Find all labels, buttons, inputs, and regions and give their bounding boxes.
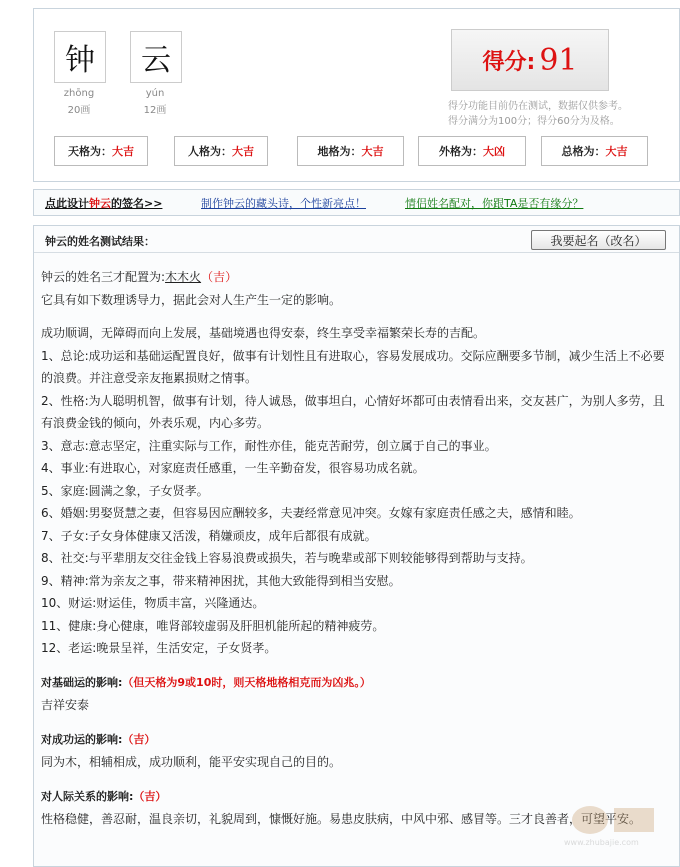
design-link-suffix: 的签名>> [111,197,163,210]
acrostic-poem-link[interactable]: 制作钟云的藏头诗，个性新亮点！ [201,197,366,210]
analysis-item: 7、子女:子女身体健康又活泼，稍嫌顽皮，成年后都很有成就。 [41,528,377,543]
success-fortune-heading [41,728,671,752]
success-fortune-title: 对成功运的影响: [41,732,123,746]
zong-grid-label: 总格为： [561,145,606,158]
score-note-testing: 得分功能目前仍在测试，数据仅供参考。 [448,101,628,112]
analysis-item: 4、事业:有进取心，对家庭责任感重，一生辛勤奋发，很容易功成名就。 [41,461,425,475]
surname-pinyin: zhōng [63,88,95,99]
design-link-name: 钟云 [89,197,111,210]
score-box [451,29,609,91]
watermark-text: www.zhubajie.com [564,838,639,847]
ren-grid-value: 大吉 [232,145,254,158]
base-fortune-text: 吉祥安泰 [41,698,90,712]
result-body [41,266,671,831]
success-fortune-text: 同为木，相辅相成，成功顺利，能平安实现自己的目的。 [41,755,342,769]
name-summary-panel [33,8,680,182]
tian-grid-badge [54,136,148,166]
analysis-item: 2、性格:为人聪明机智，做事有计划，待人诚恳，做事坦白，心情好坏都可由表情看出来，交友甚广，为别人多劳，且有浪费金钱的倾向，外表乐观，内心多劳。 [41,393,665,430]
wai-grid-badge [418,136,526,166]
base-fortune-tag: （但天格为9或10时，则天格地格相克而为凶兆。） [122,675,371,689]
sancai-prefix: 钟云的姓名三才配置为: [41,270,166,284]
influence-line: 它具有如下数理诱导力，据此会对人生产生一定的影响。 [41,292,342,307]
given-char-box: 云 [130,31,182,83]
sancai-tag: （吉） [201,270,238,284]
tian-grid-label: 天格为： [68,145,112,158]
result-divider [34,252,679,253]
design-link-prefix: 点此设计 [45,197,89,210]
di-grid-label: 地格为： [317,145,362,158]
given-pinyin: yún [145,88,165,99]
analysis-item: 6、婚姻:男娶贤慧之妻，但容易因应酬较多，夫妻经常意见冲突。女嫁有家庭责任感之夫，感情和睦。 [41,506,581,520]
test-result-panel [33,225,680,867]
social-tag: （吉） [133,789,167,803]
analysis-item: 5、家庭:圆满之象，子女贤孝。 [41,483,209,498]
base-fortune-heading [41,671,671,695]
social-text: 性格稳健，善忍耐，温良亲切，礼貌周到，慷慨好施。易患皮肤病，中风中邪、感冒等。三才良善者，可望平安。 [41,812,642,826]
zong-grid-value: 大吉 [605,145,628,158]
design-signature-link[interactable] [45,195,162,211]
wai-grid-value: 大凶 [483,145,505,158]
rename-button[interactable]: 我要起名（改名） [531,230,666,250]
site-watermark-logo [560,800,670,848]
ren-grid-badge [174,136,268,166]
score-note-scale: 得分满分为100分；得分60分为及格。 [448,116,620,127]
couple-match-link[interactable]: 情侣姓名配对，你跟TA是否有缘分？ [405,197,584,210]
analysis-item: 9、精神:常为亲友之事，带来精神困扰，其他大致能得到相当安慰。 [41,573,401,588]
sancai-config: 木木火 [165,270,202,284]
base-fortune-title: 对基础运的影响: [41,675,123,689]
wai-grid-label: 外格为： [439,145,483,158]
intro-text: 成功顺调，无障碍而向上发展，基础境遇也得安泰，终生享受幸福繁荣长寿的吉配。 [41,326,486,340]
analysis-item: 3、意志:意志坚定，注重实际与工作，耐性亦佳，能克苦耐劳，创立属于自己的事业。 [41,438,497,453]
di-grid-value: 大吉 [361,145,384,158]
success-fortune-tag: （吉） [122,732,156,746]
sancai-config-line [41,266,671,289]
result-title: 钟云的姓名测试结果： [45,235,155,248]
analysis-item: 11、健康:身心健康，唯肾部较虚弱及肝胆机能所起的精神疲劳。 [41,618,385,633]
zong-grid-badge [541,136,648,166]
analysis-item: 10、财运:财运佳，物质丰富，兴隆通达。 [41,596,265,610]
score-value: 91 [539,42,578,78]
analysis-item: 12、老运:晚景呈祥，生活安定，子女贤孝。 [41,641,277,655]
analysis-item: 8、社交:与平辈朋友交往金钱上容易浪费或损失，若与晚辈或部下则较能够得到帮助与支持。 [41,551,533,565]
given-strokes: 12画 [143,105,167,116]
tian-grid-value: 大吉 [112,145,134,158]
ren-grid-label: 人格为： [188,145,232,158]
di-grid-badge [297,136,404,166]
score-label: 得分: [482,49,536,75]
surname-char-box: 钟 [54,31,106,83]
social-title: 对人际关系的影响: [41,789,134,803]
links-bar [33,189,680,216]
surname-strokes: 20画 [67,105,91,116]
analysis-item: 1、总论:成功运和基础运配置良好，做事有计划性且有进取心，容易发展成功。交际应酬要多节制，减少生活上不必要的浪费。并注意受亲友拖累损财之情事。 [41,348,665,385]
